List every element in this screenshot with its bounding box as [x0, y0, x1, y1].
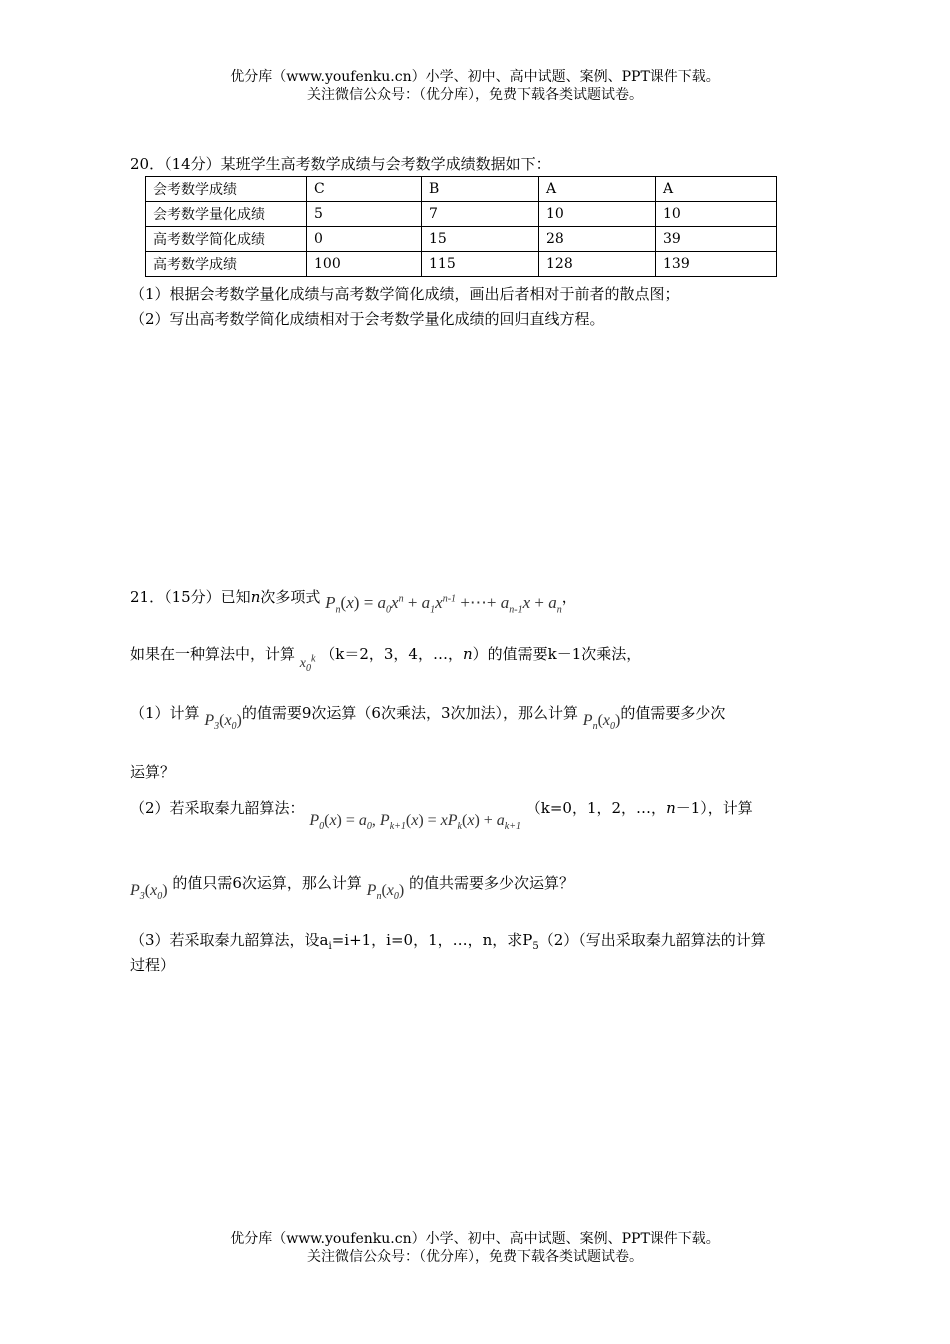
table-cell: C	[307, 177, 422, 202]
q21-p3-b: =i+1，i=0，1，…，n，求P	[331, 931, 533, 949]
table-cell: 5	[307, 202, 422, 227]
table-row	[146, 252, 777, 277]
table-cell: 10	[656, 202, 777, 227]
q21-p1-a: （1）计算	[130, 704, 200, 722]
table-cell: 10	[539, 202, 656, 227]
q21-intro-n: n	[250, 588, 261, 606]
table-cell: 100	[307, 252, 422, 277]
q21-p3-sub2: 5	[532, 941, 539, 952]
pn-x0-formula: $P_n(x_0)$	[582, 712, 621, 733]
table-cell: 115	[422, 252, 539, 277]
q20-table	[145, 176, 777, 277]
table-row-label: 高考数学简化成绩	[146, 227, 307, 252]
table-cell: 39	[656, 227, 777, 252]
q21-intro-b: 次多项式	[260, 588, 321, 606]
table-cell: 0	[307, 227, 422, 252]
table-cell: 15	[422, 227, 539, 252]
x0-power-k: $x_0^k$	[299, 653, 316, 674]
p3-x0-formula: $P_3(x_0)$	[204, 712, 242, 733]
q20-title: 20．（14分）某班学生高考数学成绩与会考数学成绩数据如下：	[130, 155, 551, 173]
table-cell: 28	[539, 227, 656, 252]
footer-line-1: 优分库（www.youfenku.cn）小学、初中、高中试题、案例、PPT课件下载。	[230, 1231, 720, 1247]
q21-intro-a: 21．（15分）已知	[130, 588, 251, 606]
q21-part2	[130, 795, 840, 833]
page-footer	[0, 1230, 950, 1266]
q21-p2-b: （k=0，1，2，…，	[525, 799, 667, 817]
table-cell: 7	[422, 202, 539, 227]
table-row	[146, 202, 777, 227]
q21-part1	[130, 700, 840, 733]
table-cell: 128	[539, 252, 656, 277]
q20-part2: （2）写出高考数学简化成绩相对于会考数学量化成绩的回归直线方程。	[130, 310, 605, 328]
q21-p3-c: （2）（写出采取秦九韶算法的计算	[538, 931, 766, 949]
table-cell: 139	[656, 252, 777, 277]
q20-part1: （1）根据会考数学量化成绩与高考数学简化成绩，画出后者相对于前者的散点图；	[130, 285, 680, 303]
q21-intro-end: ，	[561, 588, 577, 606]
q21-p3-sub: i	[328, 941, 332, 952]
q21-p1-c: 的值需要多少次	[620, 704, 726, 722]
polynomial-formula: $P_n(x) = a_0x^n + a_1x^{n-1}$ +⋯+ $a_{n-1}x + a_n$	[325, 593, 562, 616]
footer-line-2: 关注微信公众号：（优分库），免费下载各类试题试卷。	[307, 1249, 643, 1265]
q21-line2-a: 如果在一种算法中，计算	[130, 645, 296, 663]
table-cell: A	[539, 177, 656, 202]
q21-line2-n: n	[462, 645, 473, 663]
horner-formula: $P_0(x) = a_0$, $P_{k+1}(x) = xP_k(x) + a_{k+1}$	[309, 812, 521, 833]
q21-line2-b: （k＝2，3，4，…，	[320, 645, 463, 663]
q21-part3	[130, 927, 840, 953]
q21-p2-e: 的值共需要多少次运算？	[408, 874, 574, 892]
table-row-label: 会考数学量化成绩	[146, 202, 307, 227]
q21-p3-d: 过程）	[130, 956, 176, 974]
q21-part2-cont	[130, 870, 840, 903]
pn-x0-formula-2: $P_n(x_0)$	[366, 882, 405, 903]
page-header	[0, 68, 950, 104]
p3-x0-formula-2: $P_3(x_0)$	[130, 882, 168, 903]
q21-line2	[130, 641, 840, 674]
q21-p3-a: （3）若采取秦九韶算法，设a	[130, 931, 329, 949]
q21-line2-c: ）的值需要k－1次乘法，	[472, 645, 642, 663]
table-row	[146, 227, 777, 252]
q21-p1-b: 的值需要9次运算（6次乘法，3次加法），那么计算	[241, 704, 579, 722]
q21-p1-d: 运算？	[130, 763, 176, 781]
table-row-label: 高考数学成绩	[146, 252, 307, 277]
table-row	[146, 177, 777, 202]
q21-p2-n: n	[666, 799, 676, 817]
table-row-label: 会考数学成绩	[146, 177, 307, 202]
q21-p2-c: －1），计算	[675, 799, 753, 817]
q21-intro	[130, 584, 840, 616]
table-cell: A	[656, 177, 777, 202]
table-cell: B	[422, 177, 539, 202]
header-line-2: 关注微信公众号：（优分库），免费下载各类试题试卷。	[307, 87, 643, 103]
q21-p2-d: 的值只需6次运算，那么计算	[172, 874, 362, 892]
q21-p2-a: （2）若采取秦九韶算法：	[130, 799, 305, 817]
header-line-1: 优分库（www.youfenku.cn）小学、初中、高中试题、案例、PPT课件下载。	[230, 69, 720, 85]
